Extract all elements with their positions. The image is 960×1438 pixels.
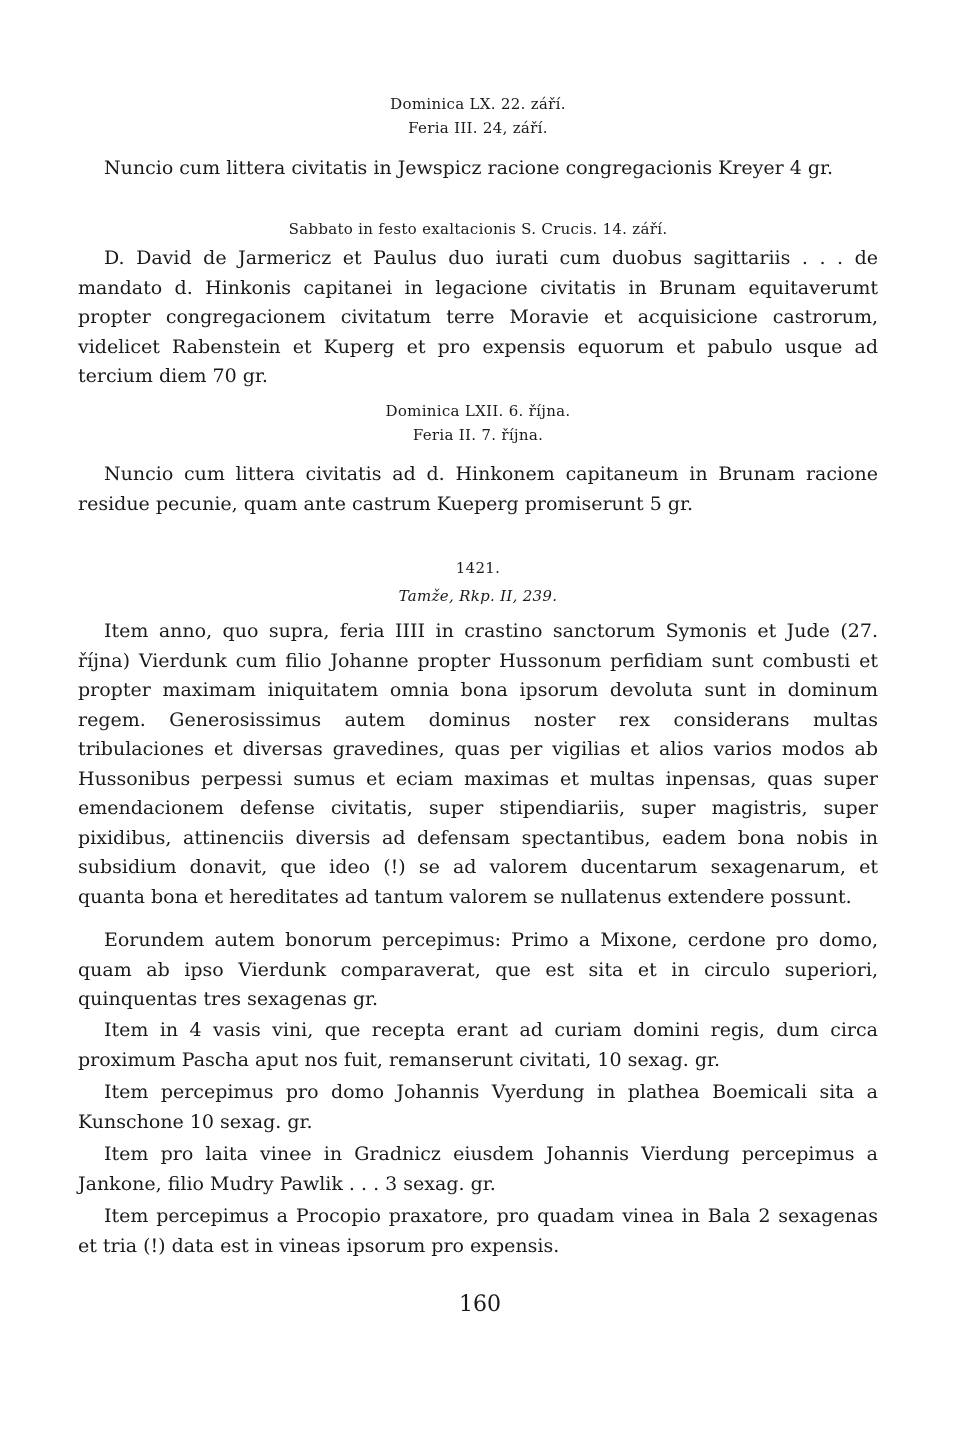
heading-group-1	[78, 92, 878, 140]
paragraph-eorundem: Eorundem autem bonorum percepimus: Primo a Mixone, cerdone pro domo, quam ab ipso Vierdunk comparaverat, que est sita et in circulo superiori, quinquentas tres sexagenas gr.	[78, 929, 878, 1010]
heading-dominica-lxii: Dominica LXII. 6. října.	[385, 402, 571, 420]
year-1421: 1421.	[455, 559, 501, 577]
heading-sabbato-text: Sabbato in festo exaltacionis S. Crucis. 14. září.	[288, 220, 668, 238]
paragraph-item-procopio: Item percepimus a Procopio praxatore, pro quadam vinea in Bala 2 sexagenas et tria (!) data est in vineas ipsorum pro expensis.	[78, 1205, 878, 1257]
paragraph-item-vasis: Item in 4 vasis vini, que recepta erant ad curiam domini regis, dum circa proximum Pascha aput nos fuit, remanserunt civitati, 10 sexag. gr.	[78, 1019, 878, 1071]
paragraph-item-anno: Item anno, quo supra, feria IIII in crastino sanctorum Symonis et Jude (27. října) Vierdunk cum filio Johanne propter Hussonum perfidiam sunt combusti et propter maximam iniquitatem omnia bona ipsorum devoluta sunt in dominum regem. Generosissimus autem dominus noster rex considerans multas tribulaciones et diversas gravedines, quas per vigilias et alios varios modos ab Hussonibus perpessi sumus et eciam maximas et multas inpensas, quas super emendacionem defense civitatis, super stipendiariis, super magistris, super pixidibus, attinenciis diversis ad defensam spectantibus, eadem bona nobis in subsidium donavit, que ideo (!) se ad valorem ducentarum sexagenarum, et quanta bona et hereditates ad tantum valorem se nullatenus extendere possunt.	[78, 620, 878, 908]
paragraph-item-domo: Item percepimus pro domo Johannis Vyerdung in plathea Boemicali sita a Kunschone 10 sexag. gr.	[78, 1081, 878, 1133]
page-number: 160	[459, 1292, 501, 1317]
paragraph-nuncio-jewspicz: Nuncio cum littera civitatis in Jewspicz racione congregacionis Kreyer 4 gr.	[104, 157, 834, 179]
source-reference: Tamže, Rkp. II, 239.	[398, 587, 558, 605]
source-heading	[78, 584, 878, 608]
heading-feria-ii: Feria II. 7. října.	[412, 426, 544, 444]
heading-feria-iii: Feria III. 24, září.	[408, 119, 548, 137]
paragraph-item-laita: Item pro laita vinee in Gradnicz eiusdem Johannis Vierdung percepimus a Jankone, filio Mudry Pawlik . . . 3 sexag. gr.	[78, 1143, 878, 1195]
year-heading	[78, 556, 878, 580]
heading-sabbato	[78, 217, 878, 241]
paragraph-nuncio-hinkonem: Nuncio cum littera civitatis ad d. Hinkonem capitaneum in Brunam racione residue pecunie, quam ante castrum Kueperg promiserunt 5 gr.	[78, 463, 878, 515]
heading-group-2	[78, 399, 878, 447]
heading-dominica-lx: Dominica LX. 22. září.	[390, 95, 566, 113]
paragraph-david-de-jarmericz: D. David de Jarmericz et Paulus duo iurati cum duobus sagittariis . . . de mandato d. Hinkonis capitanei in legacione civitatis in Brunam equitaverumt propter congregacionem civitatum terre Moravie et acquisicione castrorum, videlicet Rabenstein et Kuperg et pro expensis equorum et pabulo usque ad tercium diem 70 gr.	[78, 247, 878, 387]
